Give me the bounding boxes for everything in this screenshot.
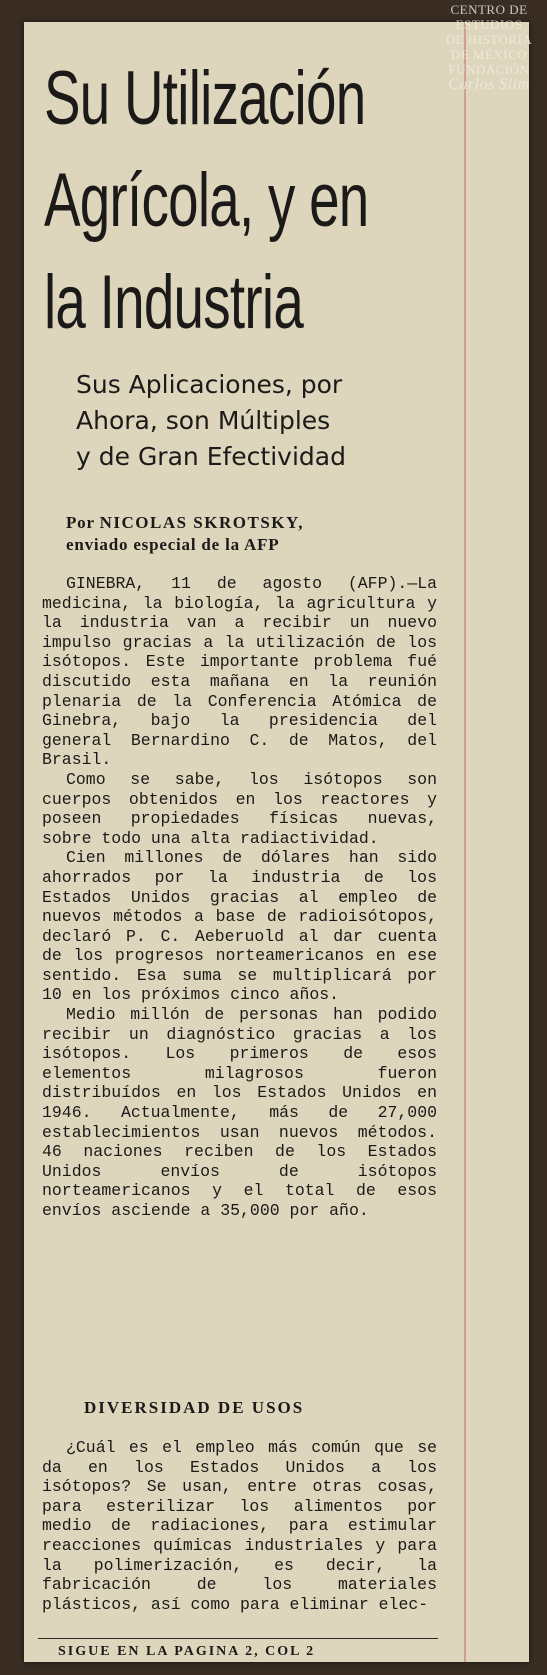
byline-prefix: Por — [66, 513, 95, 532]
watermark-line: DE MÉXICO — [450, 47, 528, 62]
subhead-line: Sus Aplicaciones, por — [76, 370, 343, 399]
headline-line: Agrícola, y en — [44, 158, 369, 243]
section-body — [42, 1438, 437, 1614]
continued-notice: SIGUE EN LA PAGINA 2, COL 2 — [58, 1644, 316, 1659]
subhead-line: Ahora, son Múltiples — [76, 406, 331, 435]
subheadline — [76, 367, 506, 475]
paragraph: Medio millón de personas han podido recibir un diagnóstico gracias a los isótopos. Los primeros de esos elementos milagrosos fueron distribuídos en los Estados Unidos en 1946. Actualmente, más de 27,000 establecimientos usan nuevos métodos. 46 naciones reciben de los Estados Unidos envíos de isótopos norteamericanos y el total de esos envíos asciende a 35,000 por año. — [42, 1005, 437, 1220]
subhead-line: y de Gran Efectividad — [76, 442, 346, 471]
headline-line: Su Utilización — [44, 56, 366, 141]
watermark-line: ESTUDIOS — [455, 17, 523, 32]
watermark-line: DE HISTORIA — [445, 32, 533, 47]
article-body — [42, 574, 437, 1221]
paragraph: GINEBRA, 11 de agosto (AFP).—La medicina, la biología, la agricultura y la industria van a recibir un nuevo impulso gracias a la utilización de los isótopos. Este importante problema fué discutido esta mañana en la reunión plenaria de la Conferencia Atómica de Ginebra, bajo la presidencia del general Bernardino C. de Matos, del Brasil. — [42, 574, 437, 770]
watermark-line: CENTRO DE — [450, 2, 528, 17]
section-heading: DIVERSIDAD DE USOS — [84, 1398, 305, 1417]
watermark-signature: Carlos Slim — [448, 76, 530, 93]
watermark-line: FUNDACIÓN — [448, 62, 530, 77]
headline-line: la Industria — [44, 260, 304, 345]
byline-role: enviado especial de la AFP — [66, 535, 280, 554]
margin-rule — [464, 22, 466, 1662]
paragraph: ¿Cuál es el empleo más común que se da en los Estados Unidos a los isótopos? Se usan, entre otras cosas, para esterilizar los alimentos por medio de radiaciones, para estimular reacciones químicas industriales y para la polimerización, es decir, la fabricación de los materiales plásticos, así como para eliminar elec- — [42, 1438, 437, 1614]
archive-watermark — [435, 2, 543, 92]
newspaper-clipping — [24, 22, 529, 1662]
headline — [44, 48, 382, 354]
paragraph: Cien millones de dólares han sido ahorrados por la industria de los Estados Unidos gracias al empleo de nuevos métodos a base de radioisótopos, declaró P. C. Aeberuold al dar cuenta de los progresos norteamericanos en ese sentido. Esa suma se multiplicará por 10 en los próximos cinco años. — [42, 848, 437, 1005]
byline-author: NICOLAS SKROTSKY, — [99, 513, 304, 532]
divider — [38, 1638, 438, 1639]
paragraph: Como se sabe, los isótopos son cuerpos obtenidos en los reactores y poseen propiedades físicas nuevas, sobre todo una alta radiactividad. — [42, 769, 437, 848]
byline — [66, 512, 496, 556]
